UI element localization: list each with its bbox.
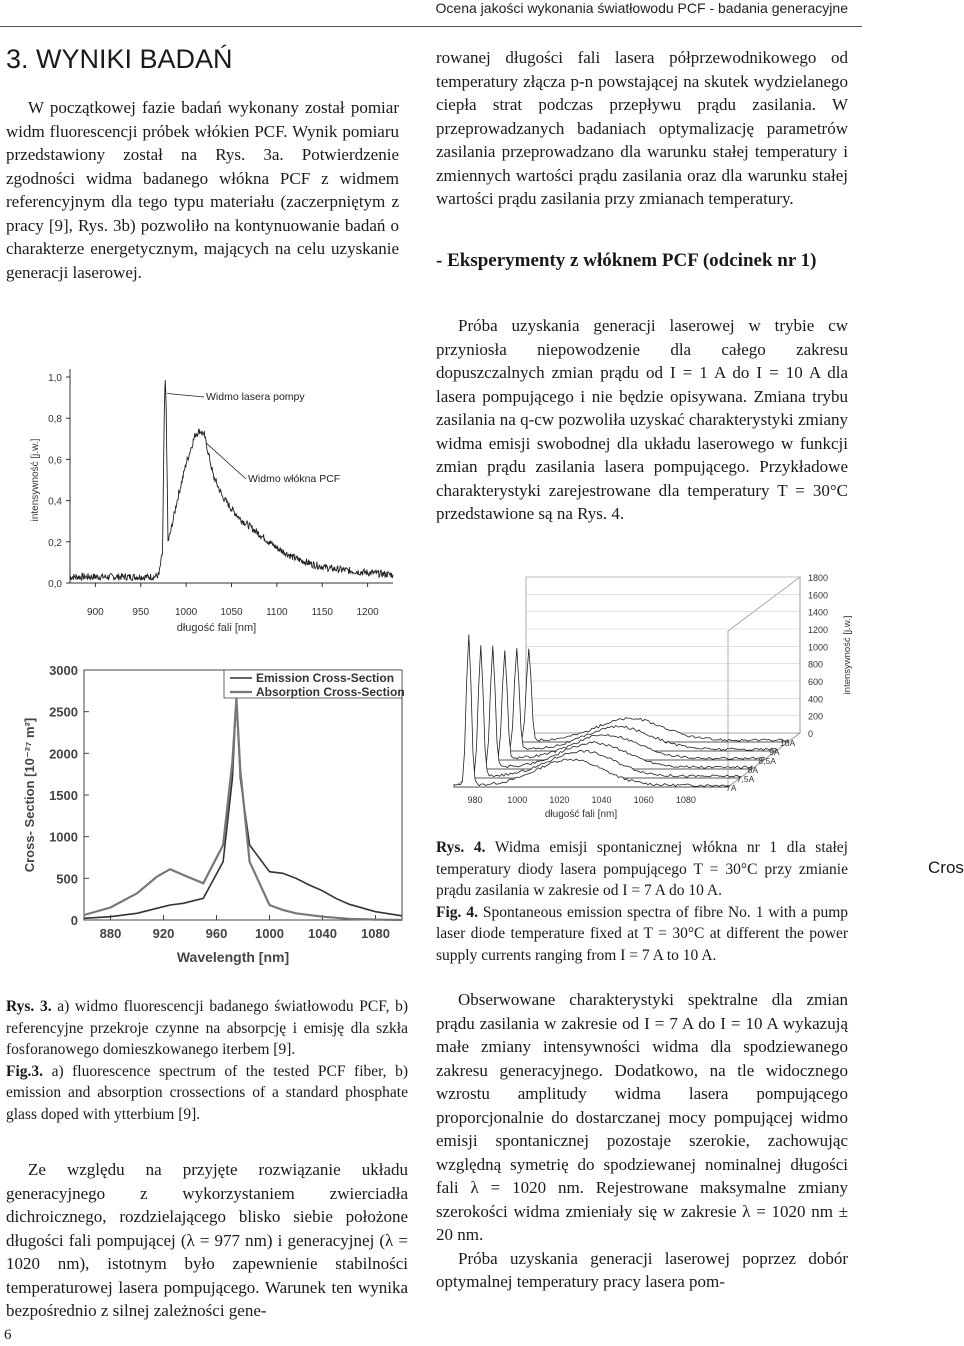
left-intro-paragraph (6, 96, 399, 284)
fig3b-y-label: Cross- Section [10⁻²⁷ m²] (22, 717, 37, 873)
fig3a-annotation-fiber-leader (206, 443, 246, 479)
fig4-depth-label: 9A (769, 747, 780, 757)
fig3b-x-tick-label: 960 (205, 926, 228, 941)
fig4-caption-pl-text: Widma emisji spontanicznej włókna nr 1 dla stałej temperatury diody lasera pompującego T = 30°C przy zmianie prądu zasilania w zakresie od I = 7 A do 10 A. (436, 839, 848, 899)
fig3-caption-en-label: Fig.3. (6, 1062, 44, 1080)
fig4-z-tick-label: 800 (808, 659, 824, 670)
fig3a-x-label: długość fali [nm] (176, 622, 257, 634)
fig3b-y-tick-label: 500 (56, 871, 78, 887)
fig4-z-tick-label: 1800 (808, 573, 829, 583)
fig3-caption-en-text: a) fluorescence spectrum of the tested PCF fiber, b) emission and absorption crossections of a standard phosphate glass doped with ytterbium [9]. (6, 1062, 408, 1123)
fig4-depth-label: 7,5A (736, 774, 755, 784)
fig3b-x-tick-label: 1080 (361, 926, 390, 941)
fig3a-y-label: intensywność [j.w.] (30, 438, 41, 522)
fig4-caption-en-text: Spontaneous emission spectra of fibre No. 1 with a pump laser diode temperature fixed at T = 30°C at different the power supply currents ranging from I = 7 A to 10 A. (436, 903, 849, 964)
fig4-z-tick-label: 1400 (808, 607, 829, 618)
right-experiment-paragraph (436, 314, 848, 526)
left-intro-text: W początkowej fazie badań wykonany został pomiar widm fluorescencji próbek włókien PCF. Wynik pomiaru przedstawiony został na Rys. 3a. Potwierdzenie zgodności widma badanego włókna PCF z widmem referencyjnym dla tego typu materiału (zaczerpniętym z pracy [9], Rys. 3b) pozwoliło na kontynuowanie badań o charakterze energetycznym, mających na celu uzyskanie generacji laserowej. (6, 98, 399, 282)
fig4-z-tick-label: 0 (808, 729, 814, 739)
fig3-caption (6, 996, 408, 1125)
left-bottom-paragraph (6, 1158, 408, 1323)
fig4-x-tick-label: 1060 (633, 795, 654, 805)
fig3a-annotation-pump-leader (167, 393, 204, 397)
fig4-caption-pl-label: Rys. 4. (436, 839, 486, 856)
fig4-x-tick-label: 1040 (591, 795, 612, 805)
fig3b-x-tick-label: 880 (99, 926, 122, 941)
experiment-heading: - Eksperymenty z włóknem PCF (odcinek nr 1) (436, 250, 817, 271)
fig4-x-tick-label: 980 (467, 795, 483, 805)
fig4-chart (432, 565, 852, 830)
right-bottom-text-2: Próba uzyskania generacji laserowej poprzez dobór optymalnej temperatury pracy lasera pom- (436, 1248, 848, 1291)
fig4-back-wall (526, 577, 800, 733)
fig3b-y-tick-label: 1500 (49, 788, 78, 803)
fig4-x-tick-label: 1020 (549, 795, 570, 805)
fig3-caption-pl-text: a) widmo fluorescencji badanego światłowodu PCF, b) referencyjne przekroje czynne na absorpcję i emisję dla szkła fosforanowego domieszkowanego iterbem [9]. (6, 998, 409, 1058)
fig4-depth-label: 8,5A (758, 756, 776, 766)
fig3b-legend-absorption: Absorption Cross-Section (256, 685, 405, 699)
fig4-z-tick-label: 1600 (808, 590, 829, 601)
fig4-z-tick-label: 200 (808, 711, 824, 722)
fig3b-y-tick-label: 2500 (49, 704, 78, 720)
right-bottom-paragraphs (436, 988, 848, 1294)
fig4-x-tick-label: 1000 (507, 795, 528, 805)
fig3b-x-tick-label: 920 (152, 926, 175, 941)
fig3a-annotation-fiber: Widmo włókna PCF (248, 473, 341, 485)
fig3a-series-line (70, 380, 393, 580)
fig3b-x-tick-label: 1040 (308, 926, 337, 941)
cros-fragment: Cros (928, 858, 964, 877)
fig3b-legend-emission: Emission Cross-Section (256, 671, 395, 685)
fig3b-x-tick-label: 1000 (255, 926, 284, 941)
fig3a-y-tick-label: 1,0 (48, 373, 62, 384)
fig3b-x-label: Wavelength [nm] (176, 949, 290, 965)
fig4-depth-label: 10A (780, 738, 796, 748)
fig3a-x-tick-label: 1050 (220, 607, 243, 618)
right-bottom-text-1: Obserwowane charakterystyki spektralne dla zmian prądu zasilania w zakresie od I = 7 A do I = 10 A wykazują małe zmiany intensywności widma dla spodziewanego zakresu generacyjnego. Dodatkowo, na tle widocznego wzrostu amplitudy widma lasera pompującego proporcjonalnie do dostarczanej mocy pompującej widmo emisji spontanicznej pozostaje szerokie, zachowując względną symetrię do spodziewanej nominalnej długości fali λ = 1020 nm. Rejestrowane maksymalne zmiany szerokości widma zmieniały się w zakresie λ = 1020 nm ± 20 nm. (436, 990, 848, 1244)
fig4-z-tick-label: 1200 (808, 625, 829, 635)
fig4-depth-label: 8A (747, 765, 759, 775)
fig3a-y-tick-label: 0,4 (48, 496, 62, 508)
fig3b-series-line-emission (84, 698, 402, 918)
fig3a-chart (8, 355, 408, 640)
fig4-z-label: intensywność [j.w.] (842, 615, 853, 695)
fig3b-series-line-absorption (84, 698, 402, 920)
fig4-z-tick-label: 400 (808, 694, 824, 705)
fig3b-y-tick-label: 1000 (49, 829, 78, 845)
fig4-caption (436, 837, 848, 966)
fig4-series-7A (514, 649, 788, 742)
fig4-x-tick-label: 1080 (675, 795, 696, 805)
right-top-paragraph (436, 46, 848, 211)
fig3b-chart (8, 650, 408, 990)
header-rule (0, 26, 862, 27)
fig3b-y-tick-label: 0 (70, 913, 78, 928)
page-number: 6 (4, 1327, 12, 1343)
running-header: Ocena jakości wykonania światłowodu PCF - badania generacyjne (435, 0, 848, 16)
fig3a-y-tick-label: 0,8 (48, 414, 62, 426)
fig3-caption-pl-label: Rys. 3. (6, 998, 52, 1015)
fig3a-x-tick-label: 1100 (266, 607, 288, 618)
right-top-text: rowanej długości fali lasera półprzewodnikowego od temperatury złącza p-n powstającej na skutek wydzielanego ciepła strat podczas przepływu prądu zasilania. W przeprowadzanych badaniach optymalizację parametrów zasilania przeprowadzano dla warunku stałej temperatury i zmiennych wartości prądu zasilania oraz dla warunku stałej wartości prądu zasilania przy zmianach temperatury. (436, 48, 848, 208)
fig3a-x-tick-label: 900 (87, 607, 104, 618)
fig3a-x-tick-label: 950 (132, 607, 150, 618)
fig4-caption-en-label: Fig. 4. (436, 903, 478, 921)
section-title: 3. WYNIKI BADAŃ (6, 44, 233, 74)
left-bottom-text: Ze względu na przyjęte rozwiązanie układu generacyjnego z wykorzystaniem zwierciadła dichroicznego, rozdzielającego blisko siebie położone długości fali pompującej (λ = 977 nm) i generacyjnej (λ = 1020 nm), istotnym było zapewnienie stabilności temperaturowej lasera pompującego. Warunek ten wynika bezpośrednio z silnej zależności gene- (6, 1160, 408, 1320)
fig3a-y-tick-label: 0,0 (48, 579, 62, 590)
fig4-depth-label: 7A (726, 783, 737, 793)
fig3b-y-tick-label: 3000 (49, 663, 78, 678)
right-experiment-text: Próba uzyskania generacji laserowej w trybie cw przyniosła niepowodzenie dla całego zakresu dopuszczalnych zmian prądu od I = 1 A do I = 10 A dla lasera pompującego i nie będzie opisywana. Zmiana trybu zasilania na q-cw pozwoliła uzyskać charakterystyki zmiany widma emisji swobodnej dla układu laserowego w funkcji zmian prądu zasilania lasera pompującego. Przykładowe charakterystyki zarejestrowane dla temperatury T = 30°C przedstawione są na Rys. 4. (436, 316, 848, 523)
fig4-x-label: długość fali [nm] (544, 809, 618, 820)
fig3a-x-tick-label: 1150 (311, 607, 333, 618)
fig4-z-tick-label: 1000 (808, 642, 829, 653)
fig3a-y-tick-label: 0,2 (48, 537, 62, 549)
fig3a-annotation-pump: Widmo lasera pompy (206, 391, 305, 403)
fig3b-y-tick-label: 2000 (49, 746, 78, 762)
fig4-z-tick-label: 600 (808, 677, 824, 687)
fig3a-x-tick-label: 1000 (175, 607, 198, 618)
fig3a-y-tick-label: 0,6 (48, 455, 62, 467)
fig3a-x-tick-label: 1200 (356, 607, 379, 618)
